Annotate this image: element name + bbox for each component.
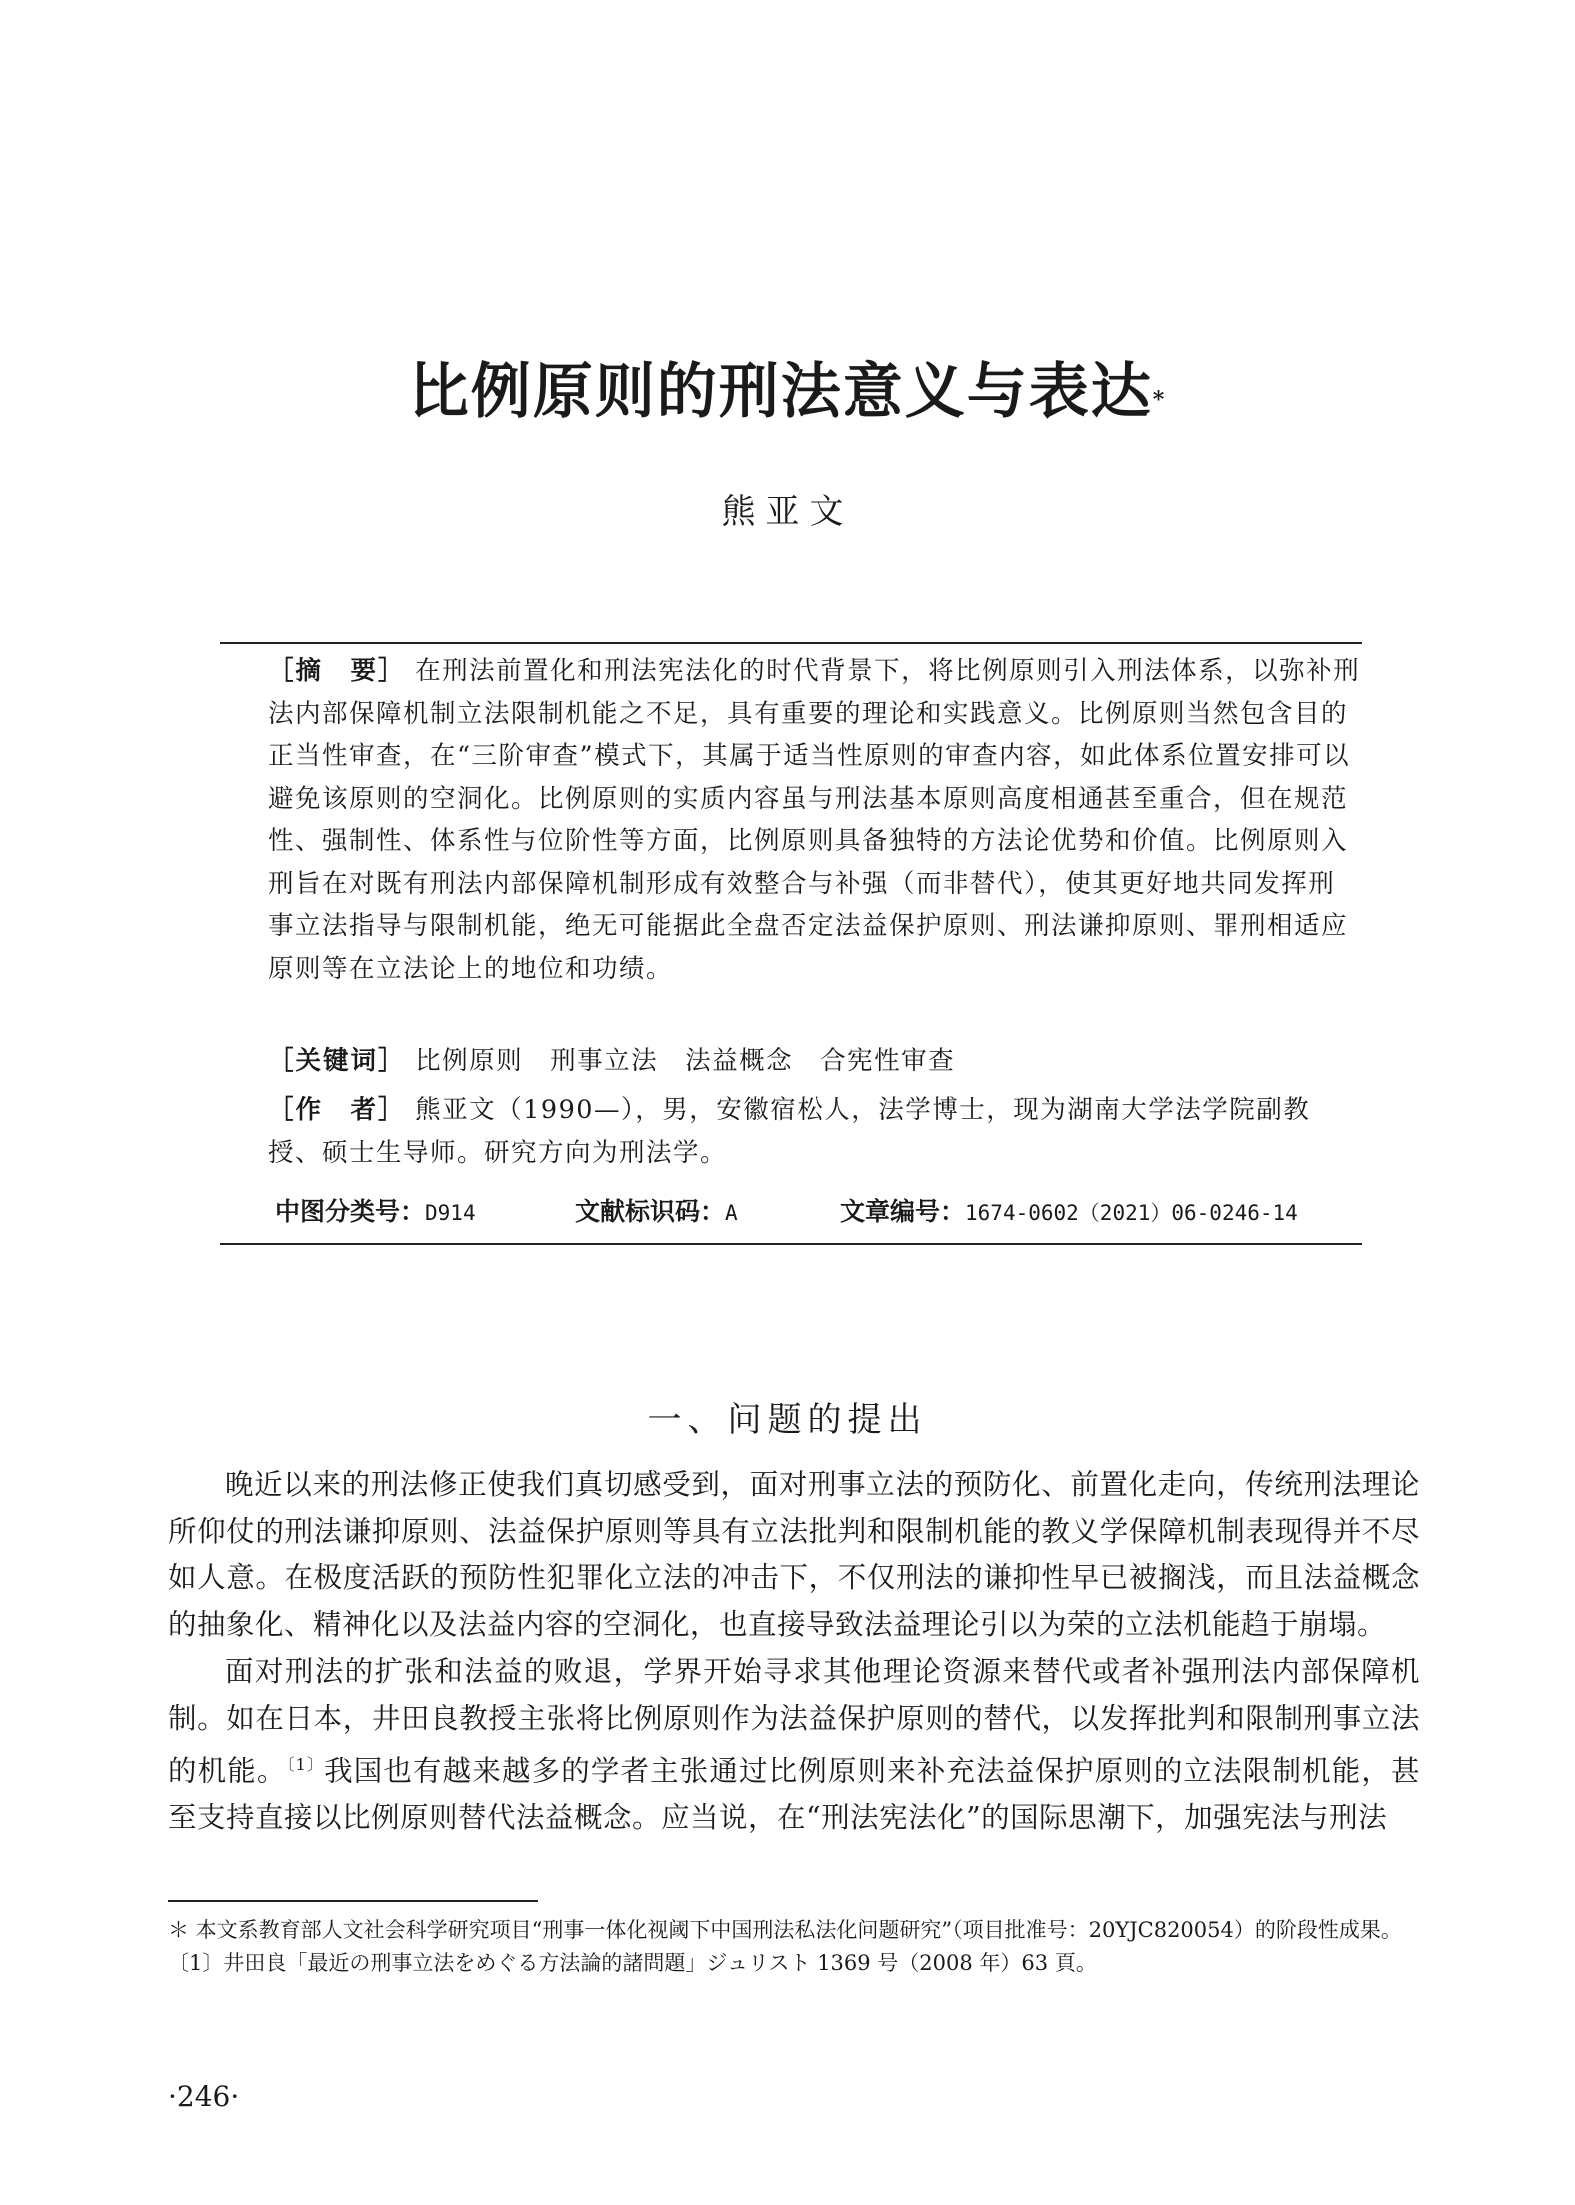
clc-label: 中图分类号：	[275, 1197, 426, 1226]
section-heading: 一、问题的提出	[647, 1400, 928, 1440]
keywords-text: 比例原则 刑事立法 法益概念 合宪性审查	[415, 1046, 956, 1076]
doc-code-value: A	[725, 1201, 738, 1225]
abstract-label: ［摘 要］	[268, 656, 406, 686]
paper-title: 比例原则的刑法意义与表达*	[408, 357, 1167, 427]
author-info-block	[220, 1089, 1362, 1174]
article-number-item	[840, 1195, 1298, 1230]
abstract-bottom-rule	[220, 1243, 1362, 1245]
abstract-text: 在刑法前置化和刑法宪法化的时代背景下，将比例原则引入刑法体系，以弥补刑法内部保障机制立法限制机能之不足，具有重要的理论和实践意义。比例原则当然包含目的正当性审查，在“三阶审查”模式下，其属于适当性原则的审查内容，如此体系位置安排可以避免该原则的空洞化。比例原则的实质内容虽与刑法基本原则高度相通甚至重合，但在规范性、强制性、体系性与位阶性等方面，比例原则具备独特的方法论优势和价值。比例原则入刑旨在对既有刑法内部保障机制形成有效整合与补强（而非替代），使其更好地共同发挥刑事立法指导与限制机能，绝无可能据此全盘否定法益保护原则、刑法谦抑原则、罪刑相适应原则等在立法论上的地位和功绩。	[268, 656, 1361, 984]
author-info-label: ［作 者］	[268, 1095, 406, 1125]
abstract-top-rule	[220, 642, 1362, 644]
footnote-1: 〔1〕井田良「最近の刑事立法をめぐる方法論的諸問題」ジュリスト 1369 号（2008 年）63 頁。	[168, 1951, 1097, 1975]
author-info-text: 熊亚文（1990—），男，安徽宿松人，法学博士，现为湖南大学法学院副教授、硕士生导师。研究方向为刑法学。	[268, 1095, 1311, 1168]
keywords-block	[220, 1040, 1362, 1083]
author-name: 熊亚文	[721, 492, 854, 532]
footnote-star: ＊ 本文系教育部人文社会科学研究项目“刑事一体化视阈下中国刑法私法化问题研究”（项目批准号：20YJC820054）的阶段性成果。	[168, 1918, 1402, 1942]
footnote-ref-1[interactable]: 〔1〕	[286, 1755, 325, 1775]
article-number-value: 1674-0602（2021）06-0246-14	[965, 1201, 1298, 1225]
title-footnote-mark: *	[1152, 387, 1167, 413]
clc-item	[275, 1195, 476, 1230]
body-paragraph-2-part-b: 我国也有越来越多的学者主张通过比例原则来补充法益保护原则的立法限制机能，甚至支持直接以比例原则替代法益概念。应当说，在“刑法宪法化”的国际思潮下，加强宪法与刑法	[168, 1754, 1420, 1835]
doc-code-item	[575, 1195, 738, 1230]
body-paragraph-2	[168, 1649, 1420, 1842]
keywords-paragraph	[220, 1040, 1362, 1083]
doc-code-label: 文献标识码：	[575, 1197, 726, 1226]
body-paragraph-1: 晚近以来的刑法修正使我们真切感受到，面对刑事立法的预防化、前置化走向，传统刑法理论所仰仗的刑法谦抑原则、法益保护原则等具有立法批判和限制机能的教义学保障机制表现得并不尽如人意。在极度活跃的预防性犯罪化立法的冲击下，不仅刑法的谦抑性早已被搁浅，而且法益概念的抽象化、精神化以及法益内容的空洞化，也直接导致法益理论引以为荣的立法机能趋于崩塌。	[168, 1468, 1420, 1642]
main-body	[168, 1462, 1420, 1842]
footnote-rule	[168, 1900, 538, 1902]
abstract-block	[220, 650, 1362, 990]
abstract-paragraph	[220, 650, 1362, 990]
page-number: ·246·	[168, 2080, 240, 2113]
article-number-label: 文章编号：	[840, 1197, 966, 1226]
footnotes	[168, 1914, 1420, 1980]
body-paragraph-2-part-a: 面对刑法的扩张和法益的败退，学界开始寻求其他理论资源来替代或者补强刑法内部保障机制。如在日本，井田良教授主张将比例原则作为法益保护原则的替代，以发挥批判和限制刑事立法的机能。	[168, 1654, 1420, 1788]
clc-value: D914	[425, 1201, 476, 1225]
author-info-paragraph	[220, 1089, 1362, 1174]
keywords-label: ［关键词］	[268, 1046, 406, 1076]
